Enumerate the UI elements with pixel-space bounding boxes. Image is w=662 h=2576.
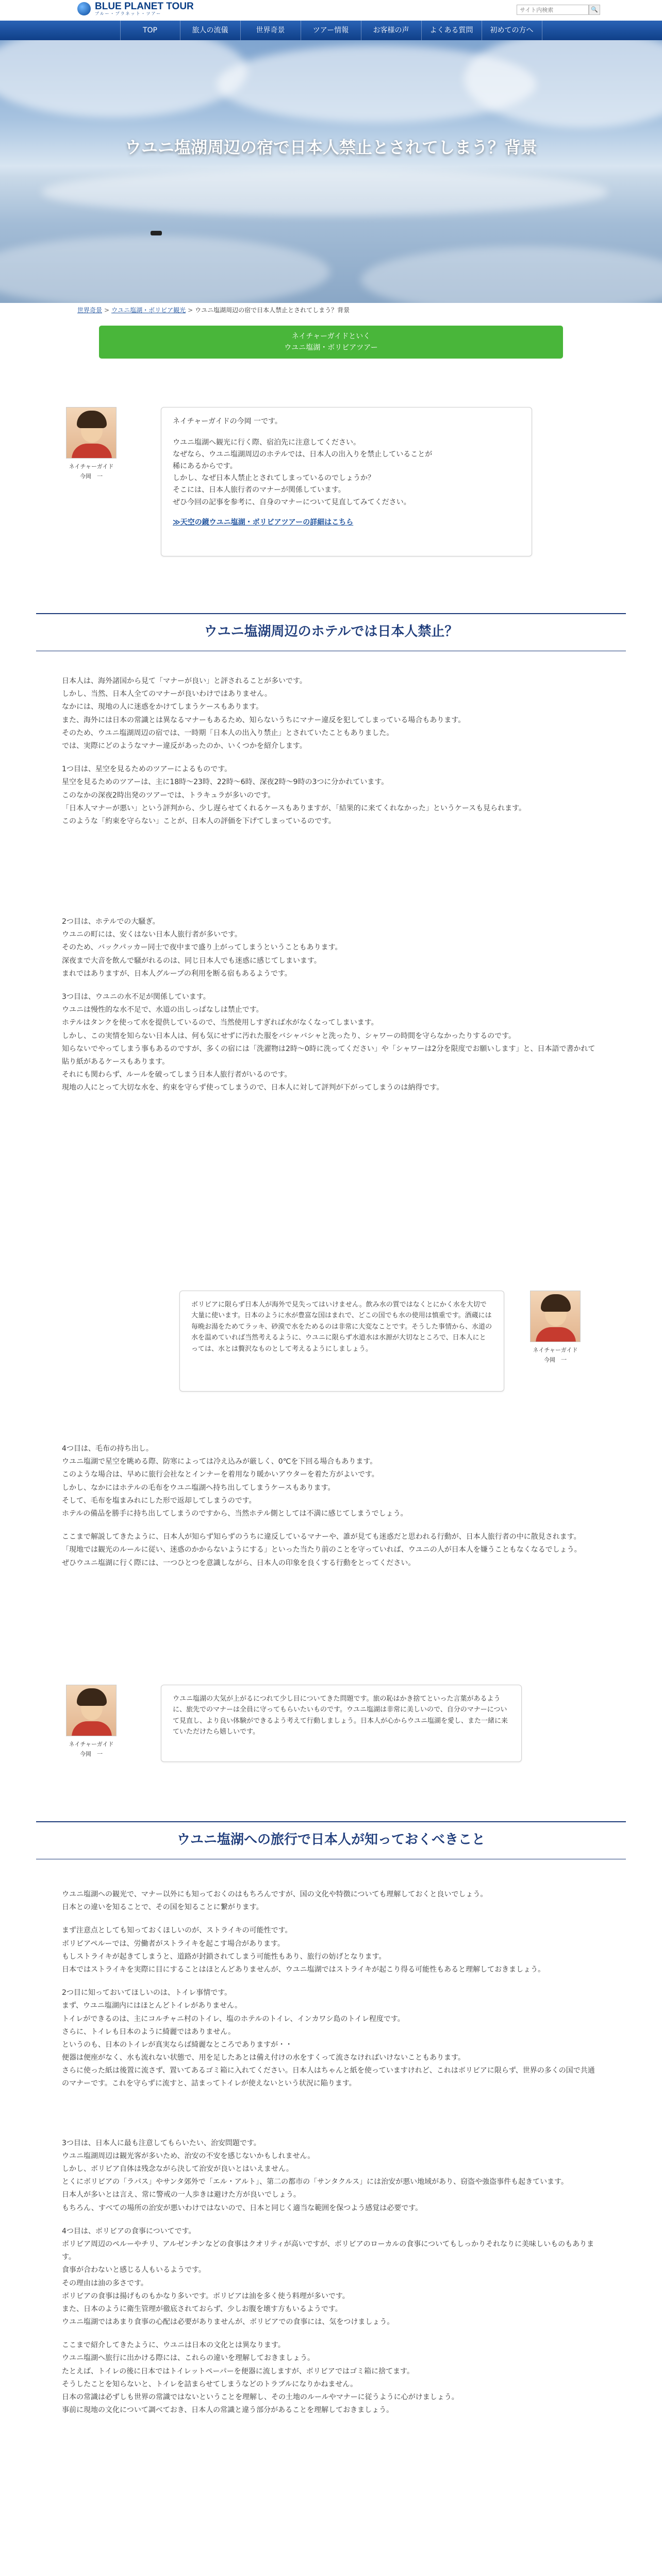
horizon-haze [41, 169, 608, 215]
bubble-text: ボリビアに限らず日本人が海外で見失ってはいけません。飲み水の質ではなくとにかく水を大切で大量に使います。日本のように水が豊富な国はまれで、どこの国でも水の使用は慎重です。酒蔵には毎晩お湯をためてラッキ、砂漠で水をためるのは非常に大変なことです。そうした事情から、水道の水を温めていれば当然考えるように、ウユニに限らず水道水は水源が大切なところで、日本人にとっては、水とは贅沢なものとして考えるようにしましょう。 [191, 1301, 492, 1353]
text-line: 4つ目は、毛布の持ち出し。 [62, 1445, 153, 1453]
text-line: ウユニ塩湖ではあまり食事の心配は必要がありませんが、ボリビアでの食事には、気をつけましょう。 [62, 2318, 394, 2327]
cloud [464, 40, 662, 128]
text-line: たとえば、トイレの後に日本ではトイレットペーパーを便器に流しますが、ボリビアではゴミ箱に捨てます。 [62, 2367, 415, 2376]
text-line: 日本人は、海外諸国から見て「マナーが良い」と評されることが多いです。 [62, 677, 307, 685]
text-line: そのため、バックパッカー同士で夜中まで盛り上がってしまうということもあります。 [62, 943, 342, 952]
text-line: 1つ目は、星空を見るためのツアーによるものです。 [62, 765, 232, 774]
tour-banner-button[interactable] [99, 326, 563, 359]
nav-item-first-time[interactable]: 初めての方へ [482, 21, 542, 40]
guide-avatar-block [527, 1291, 584, 1365]
text-line: 2つ目に知っておいてほしいのは、トイレ事情です。 [62, 1989, 232, 1997]
text-line: それにも関わらず、ルールを破ってしまう日本人旅行者がいるのです。 [62, 1071, 292, 1079]
text-line: 知らないでやってしまう事もあるのですが、多くの宿には「洗濯物は2時〜0時に洗ってください」や「シャワーは2分を限度でお願いします」と、日本語で書かれて貼り紙があるケースもあります。 [62, 1044, 595, 1066]
text-line: ボリビア周辺のペルーやチリ、アルゼンチンなどの食事はクオリティが高いですが、ボリビアのローカルの食事についてもしっかりそれなりに美味しいものもあります。 [62, 2240, 594, 2262]
paragraph [62, 1443, 600, 1520]
tour-detail-link[interactable]: ≫天空の鏡ウユニ塩湖・ボリビアツアーの詳細はこちら [173, 518, 354, 527]
text-line: ホテルはタンクを使って水を提供しているので、当然使用しすぎれば水がなくなってしまいます。 [62, 1019, 378, 1027]
car-silhouette [151, 231, 162, 235]
text-line: その理由は油の多さです。 [62, 2279, 148, 2287]
paragraph [62, 1888, 600, 1914]
paragraph [62, 916, 600, 980]
text-line: そうしたことを知らないと、トイレを詰まらせてしまうなどのトラブルになりかねません。 [62, 2380, 358, 2388]
bubble-line: ウユニ塩湖へ観光に行く際、宿泊先に注意してください。 [173, 438, 360, 447]
text-line: トイレができるのは、主にコルチャニ村のトイレ、塩のホテルのトイレ、インカワシ島のトイレ程度です。 [62, 2014, 405, 2023]
avatar [66, 1685, 117, 1736]
reflection-cloud [361, 246, 662, 303]
guide-speech-bubble [161, 1685, 522, 1762]
section1b-body [62, 1443, 600, 1580]
text-line: ウユニ塩湖周辺は観光客が多いため、治安の不安を感じないかもしれません。 [62, 2151, 315, 2160]
section1-body [62, 675, 600, 1105]
text-line: ここまで解説してきたように、日本人が知らず知らずのうちに違反しているマナーや、誰が見ても迷惑だと思われる行動が、日本人旅行者の中に散見されます。 [62, 1533, 581, 1541]
bubble-line: ネイチャーガイドの今岡 一です。 [173, 417, 282, 426]
paragraph [62, 2225, 600, 2329]
breadcrumb-link[interactable]: ウユニ塩湖・ボリビア観光 [111, 307, 186, 314]
search-button[interactable]: 🔍 [589, 5, 600, 15]
text-line: まれではありますが、日本人グループの利用を断る宿もあるようです。 [62, 969, 292, 978]
text-line: このなかの深夜2時出発のツアーでは、トラキュラが多いのです。 [62, 791, 275, 800]
text-line: しかし、なかにはホテルの毛布をウユニ塩湖へ持ち出してしまうケースもあります。 [62, 1483, 335, 1492]
avatar [530, 1291, 581, 1342]
text-line: まず、ウユニ塩湖内にはほとんどトイレがありません。 [62, 2002, 242, 2010]
banner-line2: ウユニ塩湖・ボリビアツアー [284, 344, 378, 352]
breadcrumb-link[interactable]: 世界奇景 [77, 307, 103, 314]
guide-caption: ネイチャーガイド 今岡 一 [69, 463, 114, 480]
text-line: 深夜まで大音を飲んで騒がれるのは、同じ日本人でも迷惑に感じてしまいます。 [62, 956, 321, 965]
guide-avatar-block [63, 1685, 120, 1759]
section-heading: ウユニ塩湖への旅行で日本人が知っておくべきこと [36, 1821, 626, 1859]
text-line: ウユニ塩湖で星空を眺める際、防寒によっては冷え込みが厳しく、0℃を下回る場合もあります。 [62, 1458, 377, 1466]
site-logo[interactable] [77, 2, 194, 16]
bubble-line: なぜなら、ウユニ塩湖周辺のホテルでは、日本人の出入りを禁止していることが [173, 450, 433, 459]
bubble-line: 稀にあるからです。 [173, 462, 237, 471]
breadcrumb [77, 305, 350, 316]
guide-avatar-block [63, 407, 120, 482]
avatar [66, 407, 117, 459]
text-line: 食事が合わないと感じる人もいるようです。 [62, 2266, 206, 2275]
text-line: 日本の常識は必ずしも世界の常識ではないということを理解し、その土地のルールやマナーに従うように心がけましょう。 [62, 2393, 459, 2401]
nav-item-faq[interactable]: よくある質問 [422, 21, 482, 40]
logo-sub: ブルー・プラネット・ツアー [95, 11, 162, 16]
text-line: ぜひウユニ塩湖に行く際には、一つひとつを意識しながら、日本人の印象を良くする行動をとってください。 [62, 1558, 416, 1567]
nav-item-travelers-way[interactable]: 旅人の流儀 [180, 21, 241, 40]
nav-item-world-wonders[interactable]: 世界奇景 [241, 21, 301, 40]
text-line: そして、毛布を塩まみれにした形で返却してしまうのです。 [62, 1496, 256, 1505]
section-heading: ウユニ塩湖周辺のホテルでは日本人禁止？ [36, 613, 626, 651]
text-line: また、海外には日本の常識とは異なるマナーもあるため、知らないうちにマナー違反を犯してしまっている場合もあります。 [62, 716, 466, 724]
section2-body [62, 1888, 600, 2427]
text-line: 3つ目は、ウユニの水不足が関係しています。 [62, 993, 210, 1001]
text-line: 日本人が多いとは言え、常に警戒の一人歩きは避けた方が良いでしょう。 [62, 2191, 301, 2199]
paragraph [62, 991, 600, 1095]
bubble-line: ぜひ今回の記事を参考に、自身のマナーについて見直してみてください。 [173, 498, 411, 506]
text-line: ウユニは慢性的な水不足で、水道の出しっぱなしは禁止です。 [62, 1006, 263, 1014]
site-header [0, 0, 662, 20]
text-line: このような「約束を守らない」ことが、日本人の評価を下げてしまっているのです。 [62, 817, 336, 825]
cloud [0, 40, 247, 117]
text-line: では、実際にどのようなマナー違反があったのか、いくつかを紹介します。 [62, 741, 307, 750]
text-line: ボリビアの食事は揚げものもかなり多いです。ボリビアは油を多く使う料理が多いです。 [62, 2292, 350, 2300]
text-line: もしストライキが起きてしまうと、道路が封鎖されてしまう可能性もあり、旅行の妨げとなります。 [62, 1952, 386, 1961]
text-line: 便器は便座がなく、水も流れない状態で、用を足したあとは備え付けの水をすくって流さなければいけないこともあります。 [62, 2054, 466, 2062]
bubble-text: ウユニ塩湖の大気が上がるにつれて少し目についてきた問題です。旅の恥はかき捨てといった言葉があるように、旅先でのマナーは全員に守ってもらいたいものです。ウユニ塩湖は非常に美しいので、自分のマナーについて見直し、より良い体験ができるよう考えて行動しましょう。日本人が心からウユニ塩湖を愛し、また一緒に来ていただけたら嬉しいです。 [173, 1695, 508, 1736]
paragraph [62, 1924, 600, 1976]
text-line: ウユニの町には、安くはない日本人旅行者が多いです。 [62, 930, 242, 939]
bubble-line: そこには、日本人旅行者のマナーが関係しています。 [173, 486, 345, 495]
text-line: 星空を見るためのツアーは、主に18時〜23時、22時〜6時、深夜2時〜9時の3つに分かれています。 [62, 778, 389, 787]
text-line: とくにボリビアの「ラパス」やサンタ郊外で「エル・アルト」、第二の都市の「サンタクルス」には治安が悪い地域があり、窃盗や強盗事件も起きています。 [62, 2178, 568, 2187]
text-line: また、日本のように衛生管理が徹底されておらず、少しお腹を壊す方もいるようです。 [62, 2304, 342, 2313]
bubble-line: しかし、なぜ日本人禁止とされてしまっているのでしょうか？ [173, 474, 375, 483]
paragraph [62, 2339, 600, 2417]
text-line: そのため、ウユニ塩湖周辺の宿では、一時期「日本人の出入り禁止」とされていたこともありました。 [62, 728, 394, 737]
text-line: ボリビアペルーでは、労働者がストライキを起こす場合があります。 [62, 1939, 285, 1948]
breadcrumb-current: ウユニ塩湖周辺の宿で日本人禁止とされてしまう？背景 [195, 307, 350, 314]
breadcrumb-separator: > [188, 307, 193, 314]
text-line: 4つ目は、ボリビアの食事についてです。 [62, 2227, 196, 2235]
bubble-spacer [173, 428, 520, 437]
text-line: 3つ目は、日本人に最も注意してもらいたい、治安問題です。 [62, 2139, 261, 2147]
text-line: 2つ目は、ホテルでの大騒ぎ。 [62, 918, 160, 926]
text-line: さらに使った紙は後置に流さず、置いてあるゴミ箱に入れてください。日本人はちゃんと紙を使っていますけれど、これはボリビアに限らず、世界の多くの国で共通のマナーです。これを守らずに流すと、詰まってトイレが使えないという状況に陥ります。 [62, 2066, 595, 2088]
search-input[interactable] [517, 5, 589, 15]
paragraph [62, 1531, 600, 1570]
paragraph [62, 763, 600, 828]
global-nav [0, 21, 662, 40]
text-line: 事前に現地の文化について調べておき、日本人の常識と違う部分があることを理解しておきましょう。 [62, 2406, 394, 2415]
text-line: ウユニ塩湖へ旅行に出かける際には、これらの違いを理解しておきましょう。 [62, 2354, 315, 2363]
page-title: ウユニ塩湖周辺の宿で日本人禁止とされてしまう？背景 [124, 138, 537, 157]
logo-text: BLUE PLANET TOUR [95, 1, 194, 12]
text-line: なかには、現地の人に迷惑をかけてしまうケースもあります。 [62, 703, 263, 711]
globe-icon [77, 2, 91, 15]
text-line: さらに、トイレも日本のように綺麗ではありません。 [62, 2027, 236, 2036]
hero-image [0, 40, 662, 303]
text-line: 日本との違いを知ることで、その国を知ることに繋がります。 [62, 1903, 263, 1912]
text-line: 「現地では観光のルールに従い、迷惑のかからないようにする」といった当たり前のことを守っていれば、ウユニの人が日本人を嫌うこともなくなるでしょう。 [62, 1546, 582, 1554]
text-line: しかし、当然、日本人全てのマナーが良いわけではありません。 [62, 690, 272, 699]
text-line: というのも、日本のトイレが真実ならば綺麗なところでありますが・・ [62, 2040, 293, 2049]
guide-caption: ネイチャーガイド 今岡 一 [533, 1347, 578, 1364]
text-line: 現地の人にとって大切な水を、約束を守らず使ってしまうので、日本人に対して評判が下がってしまうのは納得です。 [62, 1083, 444, 1092]
breadcrumb-separator: > [104, 307, 110, 314]
text-line: 日本ではストライキを実際に目にすることはほとんどありませんが、ウユニ塩湖ではストライキが起こり得る可能性もあると理解しておきましょう。 [62, 1965, 545, 1974]
text-line: 「日本人マナーが悪い」という評判から、少し遅らせてくれるケースもありますが、「結果的に来てくれなかった」というケースも見られます。 [62, 804, 526, 812]
banner-line1: ネイチャーガイドといく [291, 332, 371, 341]
text-line: まず注意点としても知っておくほしいのが、ストライキの可能性です。 [62, 1926, 292, 1935]
guide-caption: ネイチャーガイド 今岡 一 [69, 1741, 114, 1758]
text-line: しかし、ボリビア自体は残念ながら決して治安が良いとはいえません。 [62, 2165, 293, 2173]
text-line: もちろん、すべての場所の治安が悪いわけではないので、日本と同じく適当な範囲を保つよう感覚は必要です。 [62, 2204, 423, 2212]
text-line: ここまで紹介してきたように、ウユニは日本の文化とは異なります。 [62, 2341, 285, 2350]
nav-item-customer-voice[interactable]: お客様の声 [361, 21, 422, 40]
intro-speech-bubble [161, 407, 532, 556]
spacer [62, 2101, 600, 2137]
nav-item-tour-info[interactable]: ツアー情報 [301, 21, 361, 40]
paragraph [62, 2137, 600, 2215]
paragraph [62, 675, 600, 753]
nav-item-top[interactable]: TOP [120, 21, 180, 40]
guide-speech-bubble [179, 1291, 504, 1392]
text-line: しかし、この実情を知らない日本人は、何も気にせずに汚れた服をバシャバシャと洗ったり、シャワーの時間を守らなかったりするのです。 [62, 1031, 516, 1040]
reflection-cloud [0, 236, 330, 303]
text-line: このような場合は、早めに旅行会社なとインナーを着用なり暖かいアウターを着た方がよいです。 [62, 1470, 379, 1479]
text-line: ホテルの備品を勝手に持ち出してしまうのですから、当然ホテル側としては不満に感じてしまうでしょう。 [62, 1509, 408, 1518]
text-line: ウユニ塩湖への観光で、マナー以外にも知っておくのはもちろんですが、国の文化や特徴についても理解しておくと良いでしょう。 [62, 1890, 488, 1899]
paragraph [62, 1987, 600, 2091]
spacer [62, 838, 600, 916]
